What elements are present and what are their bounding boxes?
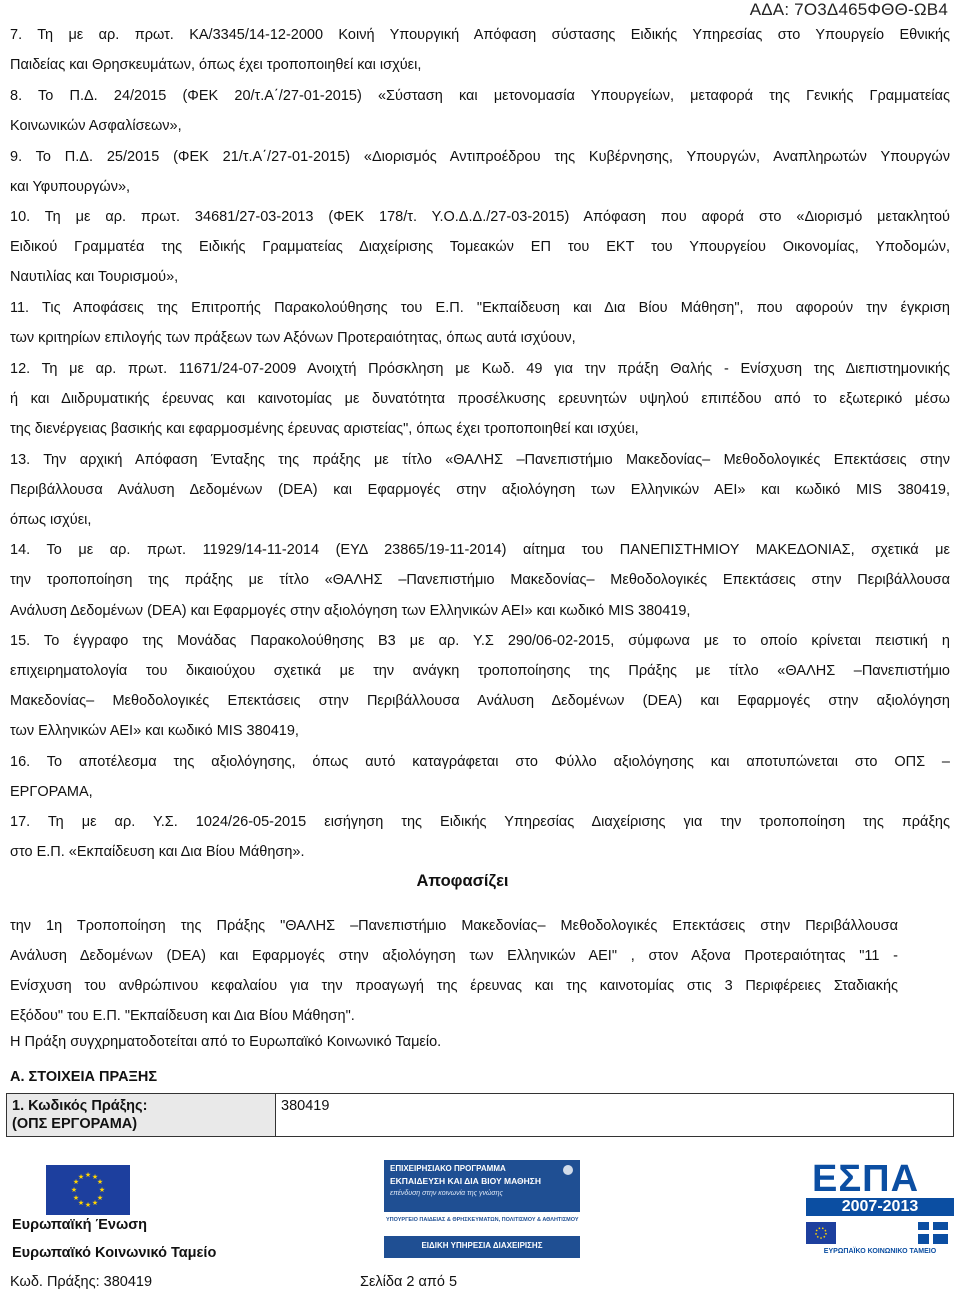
svg-text:★: ★ <box>72 1194 80 1202</box>
svg-text:★: ★ <box>84 1171 92 1179</box>
text-line: Ναυτιλίας και Τουρισμού», <box>10 269 179 285</box>
text-line: ή και Διιδρυματικής έρευνας και καινοτομίας με δυνατότητα πρoσέλκυσης ερευνητών υψηλού επιπέδου από το εξωτερικό μέσω <box>10 391 950 407</box>
decision-line: Εξόδου" του Ε.Π. "Εκπαίδευση και Δια Βίου Μάθηση". <box>10 1008 355 1024</box>
section-a-title: Α. ΣΤΟΙΧΕΙΑ ΠΡΑΞΗΣ <box>10 1069 158 1085</box>
footer-page-number: Σελίδα 2 από 5 <box>360 1274 458 1290</box>
text-line: 17. Τη με αρ. Υ.Σ. 1024/26-05-2015 εισήγηση της Ειδικής Υπηρεσίας Διαχείρισης για την τροποποίηση της πράξης <box>10 814 950 830</box>
edu-program-logo <box>384 1160 580 1258</box>
text-line: των Ελληνικών ΑΕΙ» και κωδικό MIS 380419, <box>10 723 299 739</box>
project-code-label <box>7 1094 276 1137</box>
text-line: της διενέργειας βασικής και εφαρμοσμένης έρευνας αριστείας", όπως έχει τροποποιηθεί και ισχύει, <box>10 421 639 437</box>
text-line: επιχειρηματολογία του δικαιούχου σχετικά με την ανάγκη τροποποίησης της Πράξης με τίτλο «ΘΑΛΗΣ –Πανεπιστήμιο <box>10 663 950 679</box>
text-line: Ειδικού Γραμματέα της Ειδικής Γραμματείας Διαχείρισης Τομεακών ΕΠ του ΕΚΤ του Υπουργείου Οικονομίας, Υποδομών, <box>10 239 950 255</box>
edu-logo-text: ΕΙΔΙΚΗ ΥΠΗΡΕΣΙΑ ΔΙΑΧΕΙΡΙΣΗΣ <box>421 1241 543 1250</box>
decision-heading: Αποφασίζει <box>416 872 509 890</box>
edu-logo-text: ΕΠΙΧΕΙΡΗΣΙΑΚΟ ΠΡΟΓΡΑΜΜΑ <box>390 1164 506 1173</box>
espa-logo <box>806 1160 954 1260</box>
table-row <box>7 1094 954 1137</box>
svg-text:★: ★ <box>96 1194 104 1202</box>
text-line: 15. Το έγγραφο της Μονάδας Παρακολούθησης Β3 με αρ. Υ.Σ 290/06-02-2015, σύμφωνα με το οποίο κρίνεται πειστική η <box>10 633 950 649</box>
espa-title: ΕΣΠΑ <box>812 1158 920 1200</box>
project-code-label-line: (ΟΠΣ ΕΡΓΟΡΑΜΑ) <box>12 1116 138 1132</box>
svg-text:★: ★ <box>84 1201 92 1209</box>
svg-text:★: ★ <box>91 1173 99 1181</box>
edu-logo-text: ΥΠΟΥΡΓΕΙΟ ΠΑΙΔΕΙΑΣ & ΘΡΗΣΚΕΥΜΑΤΩΝ, ΠΟΛΙΤΙΣΜΟΥ & ΑΘΛΗΤΙΣΜΟΥ <box>386 1217 579 1223</box>
espa-years: 2007-2013 <box>841 1198 919 1215</box>
decision-line: Η Πράξη συγχρηματοδοτείται από το Ευρωπαϊκό Κοινωνικό Ταμείο. <box>10 1034 442 1050</box>
text-line: Περιβάλλουσα Ανάλυση Δεδομένων (DEA) και Εφαρμογές στην αξιολόγηση των Ελληνικών ΑΕΙ» και κωδικό MIS 380419, <box>10 482 950 498</box>
svg-text:★: ★ <box>77 1173 85 1181</box>
footer-project-code: Κωδ. Πράξης: 380419 <box>10 1274 153 1290</box>
svg-text:★: ★ <box>70 1186 78 1194</box>
text-line: 11. Τις Αποφάσεις της Επιτροπής Παρακολούθησης του Ε.Π. "Εκπαίδευση και Δια Βίου Μάθηση", που αφορούν την έγκριση <box>10 300 950 316</box>
decision-line: Ανάλυση Δεδομένων (DEA) και Εφαρμογές στην αξιολόγηση των Ελληνικών ΑΕΙ" , στον Αξονα Προτεραιότητας "11 - <box>10 948 898 964</box>
eu-flag-logo <box>46 1165 130 1215</box>
text-line: 13. Την αρχική Απόφαση Ένταξης της πράξης με τίτλο «ΘΑΛΗΣ –Πανεπιστήμιο Μακεδονίας– Μεθοδολογικές Επεκτάσεις στην <box>10 452 950 468</box>
project-code-label-line: 1. Κωδικός Πράξης: <box>12 1098 148 1114</box>
edu-logo-text: επένδυση στην κοινωνία της γνώσης <box>390 1190 503 1197</box>
text-line: Ανάλυση Δεδομένων (DEA) και Εφαρμογές στην αξιολόγηση των Ελληνικών ΑΕΙ» και κωδικό MIS 380419, <box>10 603 691 619</box>
text-line: στο Ε.Π. «Εκπαίδευση και Δια Βίου Μάθηση». <box>10 844 305 860</box>
eu-fund-label: Ευρωπαϊκό Κοινωνικό Ταμείο <box>12 1245 217 1261</box>
eu-union-label: Ευρωπαϊκή Ένωση <box>12 1217 147 1233</box>
svg-text:★: ★ <box>96 1178 104 1186</box>
text-line: 10. Τη με αρ. πρωτ. 34681/27-03-2013 (ΦΕΚ 178/τ. Υ.Ο.Δ.Δ./27-03-2015) Απόφαση που αφορά στο «Διορισμό μετακλητού <box>10 209 950 225</box>
text-line: 7. Τη με αρ. πρωτ. ΚΑ/3345/14-12-2000 Κοινή Υπουργική Απόφαση σύστασης Ειδικής Υπηρεσίας στο Υπουργείο Εθνικής <box>10 27 950 43</box>
svg-text:★: ★ <box>72 1178 80 1186</box>
svg-text:★: ★ <box>77 1199 85 1207</box>
text-line: 9. Το Π.Δ. 25/2015 (ΦΕΚ 21/τ.Α΄/27-01-2015) «Διορισμός Αντιπροέδρου της Κυβέρνησης, Υπουργών, Αναπληρωτών Υπουργών <box>10 149 950 165</box>
text-line: των κριτηρίων επιλογής των πράξεων των Αξόνων Προτεραιότητας, όπως αυτά ισχύουν, <box>10 330 576 346</box>
text-line: και Υφυπουργών», <box>10 179 131 195</box>
project-code-table <box>6 1093 954 1137</box>
text-line: όπως ισχύει, <box>10 512 92 528</box>
decision-line: την 1η Τροποποίηση της Πράξης "ΘΑΛΗΣ –Πανεπιστήμιο Μακεδονίας– Μεθοδολογικές Επεκτάσεις στην Περιβάλλουσα <box>10 918 898 934</box>
eu-stars-icon <box>46 1165 130 1215</box>
svg-text:★: ★ <box>91 1199 99 1207</box>
text-line: την τροποποίηση της πράξης με τίτλο «ΘΑΛΗΣ –Πανεπιστήμιο Μακεδονίας– Μεθοδολογικές Επεκτάσεις στην Περιβάλλουσα <box>10 572 950 588</box>
text-line: Κοινωνικών Ασφαλίσεων», <box>10 118 182 134</box>
text-line: 14. Το με αρ. πρωτ. 11929/14-11-2014 (ΕΥΔ 23865/19-11-2014) αίτημα του ΠΑΝΕΠΙΣΤΗΜΙΟΥ ΜΑΚΕΔΟΝΙΑΣ, σχετικά με <box>10 542 950 558</box>
text-line: 12. Τη με αρ. πρωτ. 11671/24-07-2009 Ανοιχτή Πρόσκληση με Κωδ. 49 για την πράξη Θαλής - Ενίσχυση της Διεπιστημονικής <box>10 361 950 377</box>
svg-text:★: ★ <box>98 1186 106 1194</box>
text-line: 16. Το αποτέλεσμα της αξιολόγησης, όπως αυτό καταγράφεται στο Φύλλο αξιολόγησης και αποτυπώνεται στο ΟΠΣ – <box>10 754 950 770</box>
text-line: Μακεδονίας– Μεθοδολογικές Επεκτάσεις στην Περιβάλλουσα Ανάλυση Δεδομένων (DEA) και Εφαρμογές στην αξιολόγηση <box>10 693 950 709</box>
project-code-value: 380419 <box>276 1094 954 1137</box>
text-line: Παιδείας και Θρησκευμάτων, όπως έχει τροποποιηθεί και ισχύει, <box>10 57 422 73</box>
espa-subtitle: ΕΥΡΩΠΑΪΚΟ ΚΟΙΝΩΝΙΚΟ ΤΑΜΕΙΟ <box>823 1248 937 1255</box>
text-line: ΕΡΓΟΡΑΜΑ, <box>10 784 93 800</box>
decision-line: Ενίσχυση του ανθρώπινου κεφαλαίου για την προαγωγή της έρευνας και της καινοτομίας στις 3 Περιφέρειες Σταδιακής <box>10 978 898 994</box>
edu-logo-text: ΕΚΠΑΙΔΕΥΣΗ ΚΑΙ ΔΙΑ ΒΙΟΥ ΜΑΘΗΣΗ <box>390 1176 542 1186</box>
text-line: 8. Το Π.Δ. 24/2015 (ΦΕΚ 20/τ.Α΄/27-01-2015) «Σύσταση και μετονομασία Υπουργείων, μεταφορά της Γενικής Γραμματείας <box>10 88 950 104</box>
ada-code: ΑΔΑ: 7Ο3Δ465ΦΘΘ-ΩΒ4 <box>749 0 948 19</box>
